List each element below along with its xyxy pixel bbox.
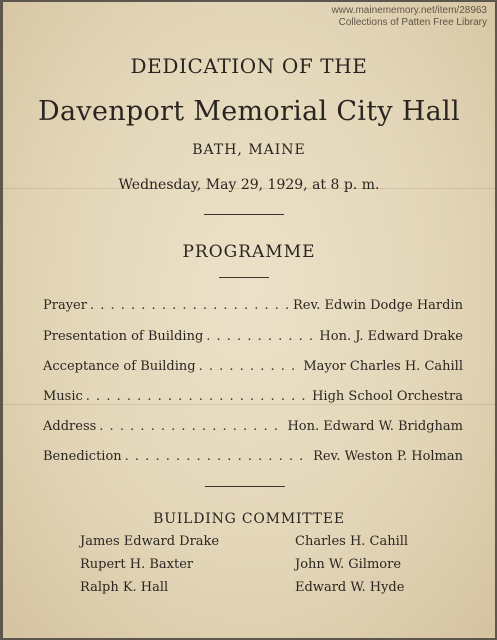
dot-leader bbox=[86, 389, 309, 404]
programme-sheet bbox=[3, 2, 495, 638]
divider-rule bbox=[205, 486, 285, 487]
programme-row bbox=[43, 449, 463, 464]
committee-title: BUILDING COMMITTEE bbox=[153, 511, 345, 527]
dot-leader bbox=[99, 419, 284, 434]
programme-row bbox=[43, 298, 463, 313]
programme-row bbox=[43, 419, 463, 434]
divider-rule bbox=[219, 277, 269, 278]
programme-row bbox=[43, 389, 463, 404]
event-date-time: Wednesday, May 29, 1929, at 8 p. m. bbox=[118, 177, 380, 193]
dot-leader bbox=[125, 449, 310, 464]
watermark-collection: Collections of Patten Free Library bbox=[338, 17, 487, 28]
dot-leader bbox=[206, 329, 316, 344]
committee-member: Edward W. Hyde bbox=[295, 580, 405, 595]
paper-crease bbox=[3, 404, 495, 405]
programme-item: Presentation of Building bbox=[43, 329, 204, 344]
hall-name: Davenport Memorial City Hall bbox=[38, 96, 460, 127]
committee-member: John W. Gilmore bbox=[295, 557, 402, 572]
programme-title: PROGRAMME bbox=[182, 242, 316, 262]
dedication-heading: DEDICATION OF THE bbox=[130, 54, 368, 78]
programme-item: Acceptance of Building bbox=[43, 359, 196, 374]
programme-item: Benediction bbox=[43, 449, 122, 464]
programme-person: Rev. Edwin Dodge Hardin bbox=[292, 298, 463, 313]
programme-person: High School Orchestra bbox=[312, 389, 463, 404]
programme-row bbox=[43, 329, 463, 344]
programme-row bbox=[43, 359, 463, 374]
programme-item: Address bbox=[43, 419, 97, 434]
location: BATH, MAINE bbox=[192, 142, 306, 158]
committee-member: Charles H. Cahill bbox=[295, 534, 409, 549]
committee-member: Ralph K. Hall bbox=[80, 580, 169, 595]
programme-person: Hon. J. Edward Drake bbox=[319, 329, 463, 344]
watermark-url: www.mainememory.net/item/28963 bbox=[331, 5, 487, 16]
programme-item: Prayer bbox=[43, 298, 87, 313]
committee-member: James Edward Drake bbox=[80, 534, 220, 549]
programme-person: Mayor Charles H. Cahill bbox=[303, 359, 463, 374]
dot-leader bbox=[90, 298, 290, 313]
dot-leader bbox=[199, 359, 301, 374]
programme-item: Music bbox=[43, 389, 83, 404]
programme-person: Rev. Weston P. Holman bbox=[313, 449, 463, 464]
programme-person: Hon. Edward W. Bridgham bbox=[287, 419, 463, 434]
committee-member: Rupert H. Baxter bbox=[80, 557, 194, 572]
divider-rule bbox=[204, 214, 284, 215]
